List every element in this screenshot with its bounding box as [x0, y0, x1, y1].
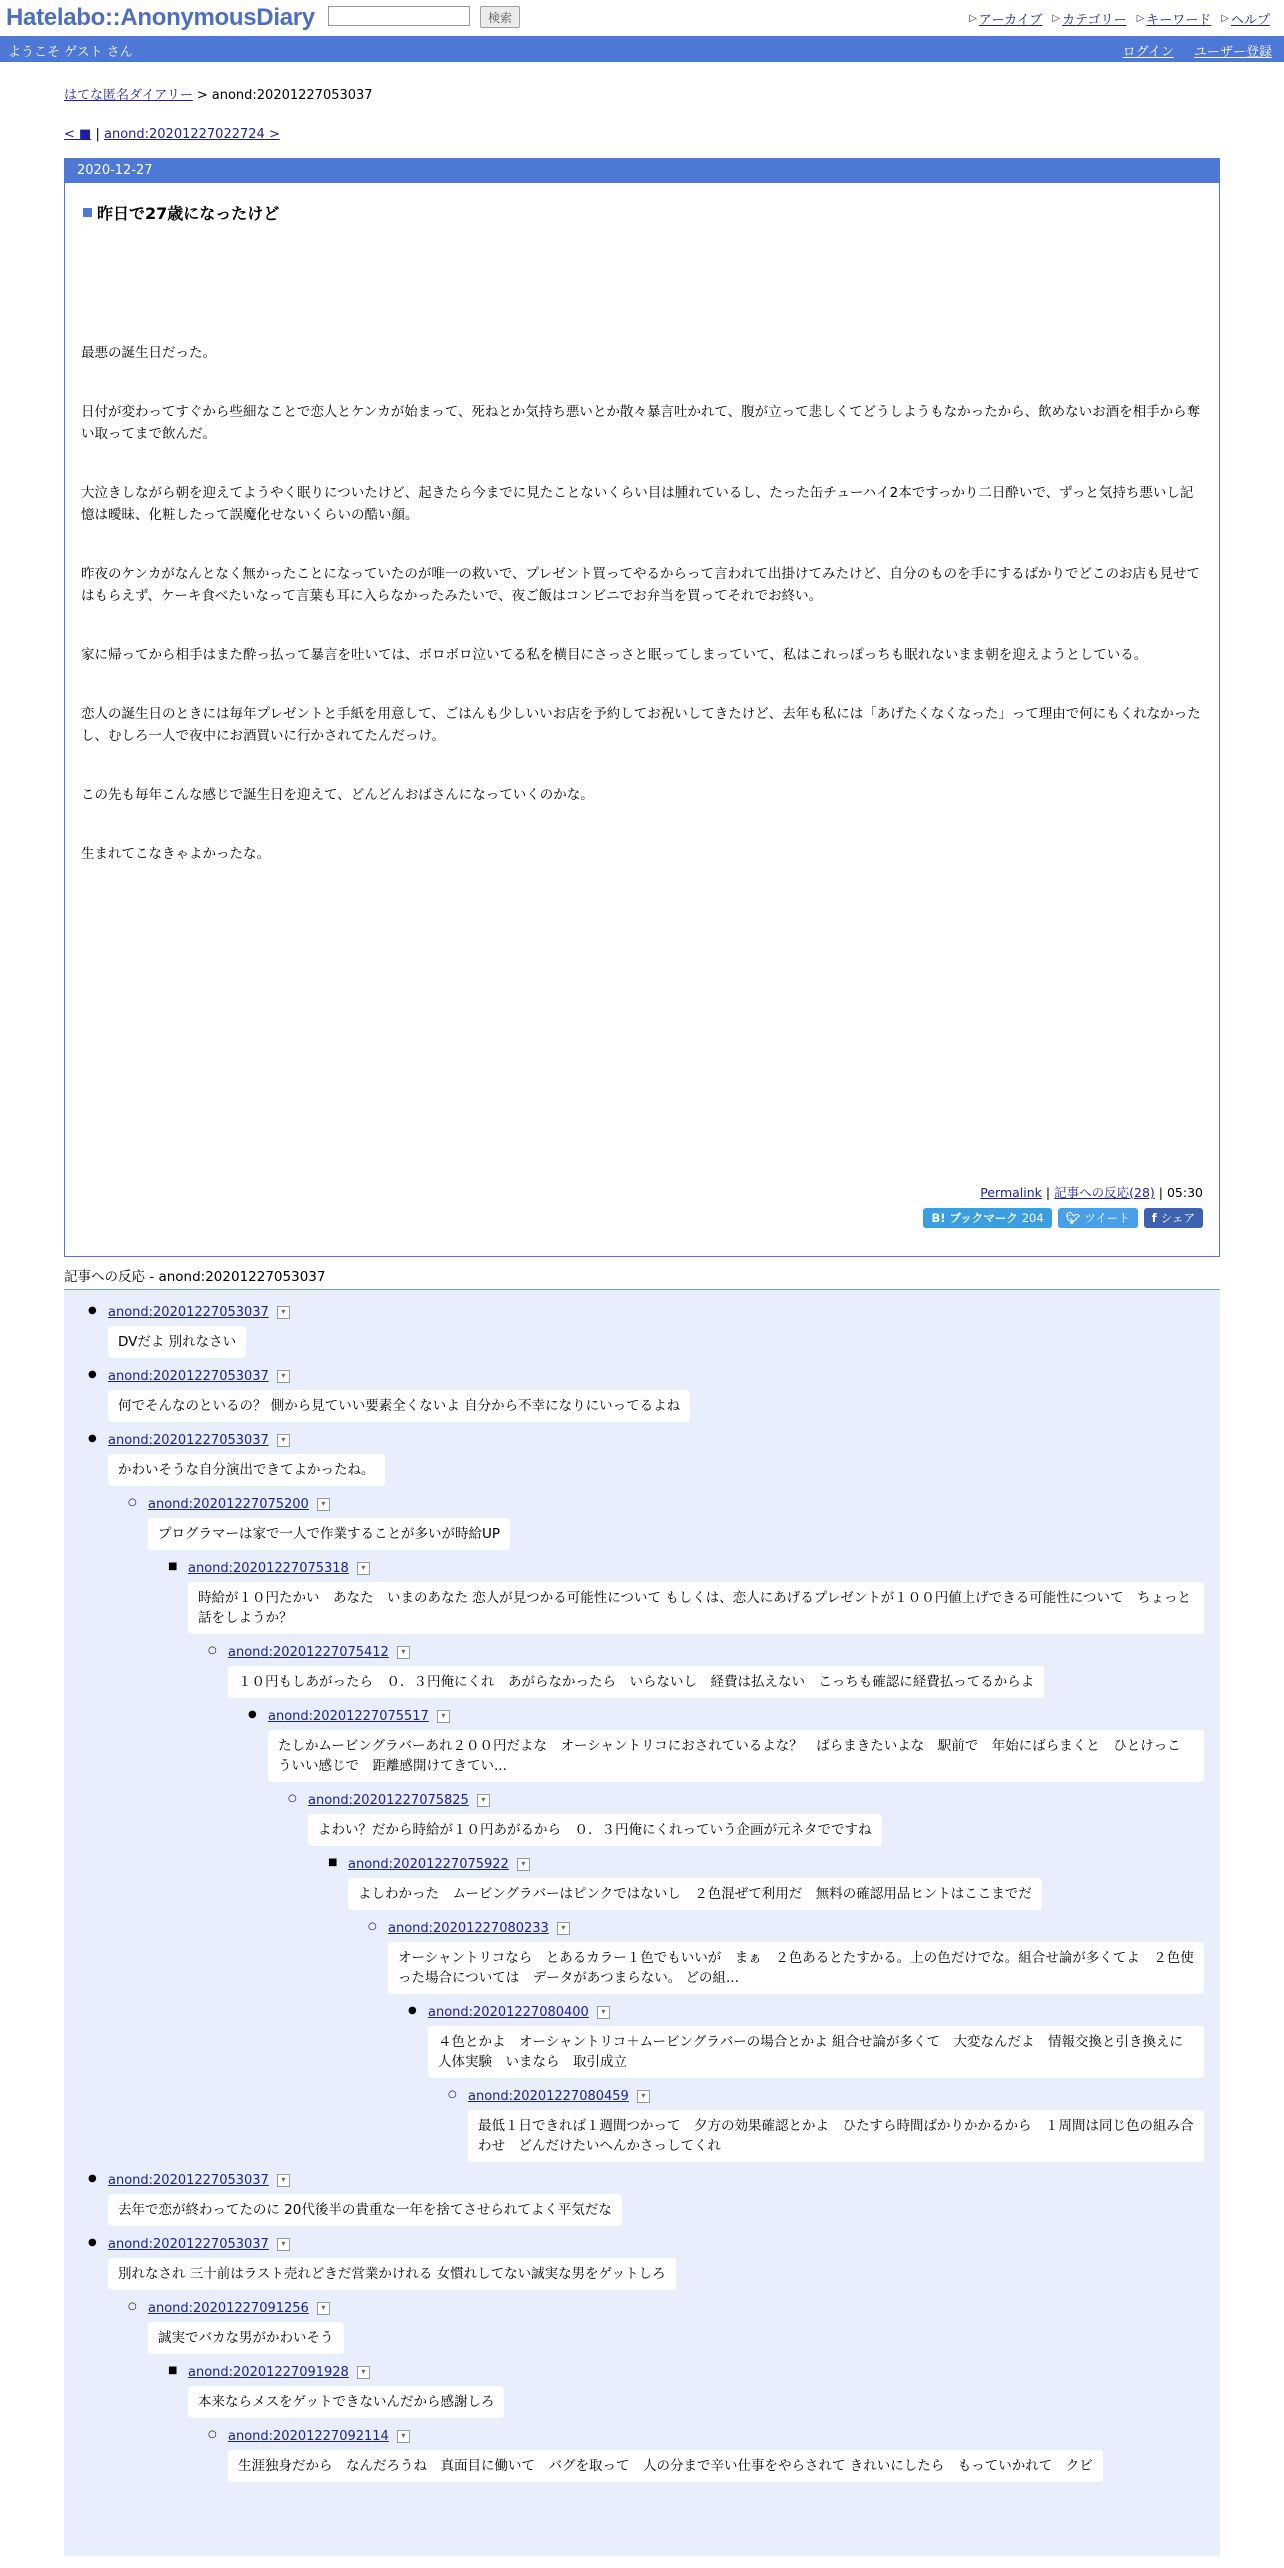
reaction-text: １０円もしあがったら ０．３円俺にくれ あがらなかったら いらないし 経費は払えない こっちも確認に経費払ってるからよ [228, 1666, 1044, 1698]
footer-separator: | [1158, 1185, 1163, 1200]
reaction-item [288, 1790, 1204, 1846]
day-section [64, 158, 1220, 1257]
reaction-text: 最低１日できれば１週間つかって 夕方の効果確認とかよ ひたすら時間ばかりかかるから １周間は同じ色の組み合わせ どんだけたいへんかさっしてくれ [468, 2110, 1204, 2162]
reaction-item [208, 2426, 1204, 2482]
reaction-header [108, 2170, 1204, 2190]
reaction-link[interactable]: anond:20201227075922 [348, 1856, 509, 1872]
reaction-text: DVだよ 別れなさい [108, 1326, 246, 1358]
reaction-header [388, 1918, 1204, 1938]
hatena-bookmark-button[interactable] [923, 1208, 1051, 1228]
breadcrumb [64, 84, 1220, 103]
search-input[interactable] [328, 6, 470, 26]
dropdown-icon[interactable]: ▾ [277, 1306, 290, 1319]
twitter-bird-icon: 🐦︎ [1065, 1211, 1081, 1225]
reaction-text: 去年で恋が終わってたのに 20代後半の貴重な一年を捨てさせられてよく平気だな [108, 2194, 622, 2226]
arrow-icon: ▷ [1221, 13, 1229, 24]
reaction-item [128, 1494, 1204, 1550]
nav-category[interactable] [1052, 9, 1126, 28]
login-link[interactable]: ログイン [1122, 45, 1174, 60]
entry-body [65, 183, 1219, 1256]
bullet-icon: ○ [448, 2089, 457, 2100]
reaction-item [88, 2234, 1204, 2290]
reactions-header: 記事への反応 - anond:20201227053037 [64, 1265, 1220, 1290]
entry-paragraph: 生まれてこなきゃよかったな。 [81, 846, 270, 862]
reaction-text: よわい？だから時給が１０円あがるから ０．３円俺にくれっていう企画が元ネタでですね [308, 1814, 882, 1846]
hatena-bookmark-label: B! ブックマーク [931, 1211, 1018, 1225]
reaction-text: かわいそうな自分演出できてよかったね。 [108, 1454, 385, 1486]
dropdown-icon[interactable]: ▾ [317, 1498, 330, 1511]
entry-title [81, 201, 1203, 224]
site-logo[interactable]: Hatelabo::AnonymousDiary [6, 4, 315, 31]
reaction-link[interactable]: anond:20201227091928 [188, 2364, 349, 2380]
reaction-header [188, 1558, 1204, 1578]
entry-paragraph: 最悪の誕生日だった。 [81, 345, 216, 361]
reaction-item [88, 1302, 1204, 1358]
reaction-header [148, 2298, 1204, 2318]
reaction-text: 何でそんなのといるの？ 側から見ていい要素全くないよ 自分から不幸になりにいってるよね [108, 1390, 690, 1422]
bullet-icon: ○ [288, 1793, 297, 1804]
reaction-link[interactable]: anond:20201227080459 [468, 2088, 629, 2104]
reaction-text: 時給が１０円たかい あなた いまのあなた 恋人が見つかる可能性について もしくは、恋人にあげるプレゼントが１００円値上げできる可能性について ちょっと話をしようか？ [188, 1582, 1204, 1634]
reaction-header [108, 2234, 1204, 2254]
dropdown-icon[interactable]: ▾ [277, 2174, 290, 2187]
bullet-icon: ■ [328, 1857, 338, 1868]
dropdown-icon[interactable]: ▾ [437, 1710, 450, 1723]
bullet-icon: ● [88, 2173, 97, 2184]
reaction-header [228, 1642, 1204, 1662]
arrow-icon: ▷ [1052, 13, 1061, 24]
reaction-item [408, 2002, 1204, 2078]
bullet-icon: ○ [128, 2301, 137, 2312]
reaction-item [168, 2362, 1204, 2418]
share-buttons [923, 1208, 1203, 1228]
bullet-icon: ● [248, 1709, 257, 1720]
facebook-share-button[interactable] [1144, 1208, 1203, 1228]
reaction-text: たしかムービングラバーあれ２００円だよな オーシャントリコにおされているよな？ ばらまきたいよな 駅前で 年始にばらまくと ひとけっこういい感じで 距離感開けてきてい... [268, 1730, 1204, 1782]
user-bar [0, 36, 1284, 62]
breadcrumb-separator: > [196, 88, 208, 103]
reaction-link[interactable]: anond:20201227075318 [188, 1560, 349, 1576]
reaction-header [228, 2426, 1204, 2446]
bullet-icon: ■ [168, 2365, 178, 2376]
dropdown-icon[interactable]: ▾ [277, 1434, 290, 1447]
entry-paragraph: この先も毎年こんな感じで誕生日を迎えて、どんどんおばさんになっていくのかな。 [81, 787, 594, 803]
square-icon[interactable] [83, 208, 92, 217]
reaction-item [328, 1854, 1204, 1910]
reaction-text: プログラマーは家で一人で作業することが多いが時給UP [148, 1518, 510, 1550]
bullet-icon: ○ [128, 1497, 137, 1508]
reaction-item [88, 1366, 1204, 1422]
bullet-icon: ○ [208, 1645, 217, 1656]
reaction-item [88, 2170, 1204, 2226]
bullet-icon: ○ [368, 1921, 377, 1932]
dropdown-icon[interactable]: ▾ [397, 2430, 410, 2443]
arrow-icon: ▷ [969, 13, 977, 24]
entry-paragraph: 日付が変わってすぐから些細なことで恋人とケンカが始まって、死ねとか気持ち悪いとか散々暴言吐かれて、腹が立って悲しくてどうしようもなかったから、飲めないお酒を相手から奪い取ってまで飲んだ。 [81, 404, 1201, 442]
dropdown-icon[interactable]: ▾ [357, 2366, 370, 2379]
bullet-icon: ○ [208, 2429, 217, 2440]
welcome-text: ようこそ ゲスト さん [8, 45, 133, 60]
reaction-link[interactable]: anond:20201227053037 [108, 2172, 269, 2188]
bookmark-count: 204 [1021, 1211, 1044, 1225]
reaction-header [348, 1854, 1204, 1874]
dropdown-icon[interactable]: ▾ [277, 2238, 290, 2251]
tweet-label: ツイート [1084, 1211, 1130, 1225]
reaction-header [108, 1430, 1204, 1450]
bullet-icon: ● [408, 2005, 417, 2016]
reaction-text: 誠実でバカな男がかわいそう [148, 2322, 344, 2354]
arrow-icon: ▷ [1136, 13, 1145, 24]
reaction-text: 生涯独身だから なんだろうね 真面目に働いて バグを取って 人の分まで辛い仕事をやらされて きれいにしたら もっていかれて クビ [228, 2450, 1103, 2482]
reactions-list [64, 1290, 1220, 2556]
nav-help-link[interactable]: ヘルプ [1230, 13, 1270, 28]
reaction-link[interactable]: anond:20201227091256 [148, 2300, 309, 2316]
reaction-item [368, 1918, 1204, 1994]
tweet-button[interactable] [1058, 1208, 1138, 1228]
main-content [64, 62, 1220, 2556]
reaction-header [108, 1366, 1204, 1386]
pager-prev[interactable]: < ■ [64, 127, 92, 142]
facebook-label: シェア [1160, 1211, 1195, 1225]
reaction-item [128, 2298, 1204, 2354]
reaction-header [268, 1706, 1204, 1726]
reaction-link[interactable]: anond:20201227080400 [428, 2004, 589, 2020]
reaction-item [168, 1558, 1204, 1634]
register-link[interactable]: ユーザー登録 [1193, 45, 1272, 60]
pager-divider: | [95, 127, 100, 142]
entry-time: 05:30 [1166, 1185, 1203, 1200]
bullet-icon: ● [88, 1369, 97, 1380]
reaction-item [248, 1706, 1204, 1782]
dropdown-icon[interactable]: ▾ [597, 2006, 610, 2019]
bullet-icon: ■ [168, 1561, 178, 1572]
entry-paragraph: 昨夜のケンカがなんとなく無かったことになっていたのが唯一の救いで、プレゼント買ってやるからって言われて出掛けてみたけど、自分のものを手にするばかりでどこのお店も見せてはもらえず、ケーキ食べたいなって言葉も耳に入らなかったみたいで、夜ご飯はコンビニでお弁当を買ってそれでお終い。 [81, 566, 1201, 604]
facebook-icon: f [1151, 1211, 1157, 1225]
reaction-link[interactable]: anond:20201227075517 [268, 1708, 429, 1724]
breadcrumb-current: anond:20201227053037 [211, 88, 373, 103]
dropdown-icon[interactable]: ▾ [517, 1858, 530, 1871]
bullet-icon: ● [88, 1305, 97, 1316]
reaction-header [308, 1790, 1204, 1810]
dropdown-icon[interactable]: ▾ [397, 1646, 410, 1659]
reaction-text: ４色とかよ オーシャントリコ＋ムービングラバーの場合とかよ 組合せ論が多くて 大変なんだよ 情報交換と引き換えに 人体実験 いまなら 取引成立 [428, 2026, 1204, 2078]
dropdown-icon[interactable]: ▾ [357, 1562, 370, 1575]
nav-keyword[interactable] [1137, 9, 1212, 28]
account-links [1123, 41, 1272, 60]
reaction-header [188, 2362, 1204, 2382]
bullet-icon: ● [88, 2237, 97, 2248]
reaction-link[interactable]: anond:20201227092114 [228, 2428, 389, 2444]
pager-next[interactable]: anond:20201227022724 > [103, 127, 280, 142]
reaction-item [208, 1642, 1204, 1698]
entry-text [81, 342, 1203, 865]
nav-keyword-link[interactable]: キーワード [1146, 13, 1212, 28]
reactions-link[interactable]: 記事への反応(28) [1054, 1185, 1155, 1200]
reaction-header [468, 2086, 1204, 2106]
top-nav [969, 9, 1270, 28]
reaction-link[interactable]: anond:20201227075825 [308, 1792, 469, 1808]
day-date: 2020-12-27 [65, 159, 1219, 183]
nav-archive[interactable] [969, 9, 1042, 28]
reaction-link[interactable]: anond:20201227053037 [108, 2236, 269, 2252]
reaction-text: 本来ならメスをゲットできないんだから感謝しろ [188, 2386, 504, 2418]
reaction-text: よしわかった ムービングラバーはピンクではないし ２色混ぜて利用だ 無料の確認用品ヒントはここまでだ [348, 1878, 1042, 1910]
reaction-link[interactable]: anond:20201227075412 [228, 1644, 389, 1660]
reaction-link[interactable]: anond:20201227080233 [388, 1920, 549, 1936]
dropdown-icon[interactable]: ▾ [637, 2090, 650, 2103]
permalink[interactable]: Permalink [980, 1185, 1042, 1200]
breadcrumb-home[interactable]: はてな匿名ダイアリー [64, 88, 193, 103]
reaction-text: オーシャントリコなら とあるカラー１色でもいいが まぁ ２色あるとたすかる。上の色だけでな。組合せ論が多くてよ ２色使った場合については データがあつまらない。 どの組... [388, 1942, 1204, 1994]
entry-paragraph: 家に帰ってから相手はまた酔っ払って暴言を吐いては、ボロボロ泣いてる私を横目にさっさと眠ってしまっていて、私はこれっぽっちも眠れないまま朝を迎えようとしている。 [81, 647, 1148, 663]
dropdown-icon[interactable]: ▾ [317, 2302, 330, 2315]
reaction-link[interactable]: anond:20201227075200 [148, 1496, 309, 1512]
dropdown-icon[interactable]: ▾ [557, 1922, 570, 1935]
reaction-item [88, 1430, 1204, 1486]
search-button[interactable]: 検索 [480, 6, 520, 28]
nav-category-link[interactable]: カテゴリー [1062, 13, 1127, 28]
footer-separator: | [1045, 1185, 1051, 1200]
entry-paragraph: 大泣きしながら朝を迎えてようやく眠りについたけど、起きたら今までに見たことないくらい目は腫れているし、たった缶チューハイ2本ですっかり二日酔いで、ずっと気持ち悪いし記憶は曖昧、化粧したって誤魔化せないくらいの酷い顔。 [81, 485, 1194, 523]
dropdown-icon[interactable]: ▾ [277, 1370, 290, 1383]
reaction-link[interactable]: anond:20201227053037 [108, 1368, 269, 1384]
nav-archive-link[interactable]: アーカイブ [978, 13, 1043, 28]
top-bar [0, 0, 1284, 36]
reaction-header [108, 1302, 1204, 1322]
dropdown-icon[interactable]: ▾ [477, 1794, 490, 1807]
nav-help[interactable] [1221, 9, 1270, 28]
reaction-header [148, 1494, 1204, 1514]
reaction-text: 別れなされ 三十前はラスト売れどきだ営業かけれる 女慣れしてない誠実な男をゲットしろ [108, 2258, 676, 2290]
reaction-item [448, 2086, 1204, 2162]
reaction-header [428, 2002, 1204, 2022]
entry-title-text: 昨日で27歳になったけど [97, 204, 280, 223]
bullet-icon: ● [88, 1433, 97, 1444]
pager [64, 127, 1220, 142]
reaction-link[interactable]: anond:20201227053037 [108, 1432, 269, 1448]
entry-footer [980, 1183, 1203, 1201]
reaction-link[interactable]: anond:20201227053037 [108, 1304, 269, 1320]
entry-paragraph: 恋人の誕生日のときには毎年プレゼントと手紙を用意して、ごはんも少しいいお店を予約してお祝いしてきたけど、去年も私には「あげたくなくなった」って理由で何にもくれなかったし、むしろ一人で夜中にお酒買いに行かされてたんだっけ。 [81, 706, 1201, 744]
